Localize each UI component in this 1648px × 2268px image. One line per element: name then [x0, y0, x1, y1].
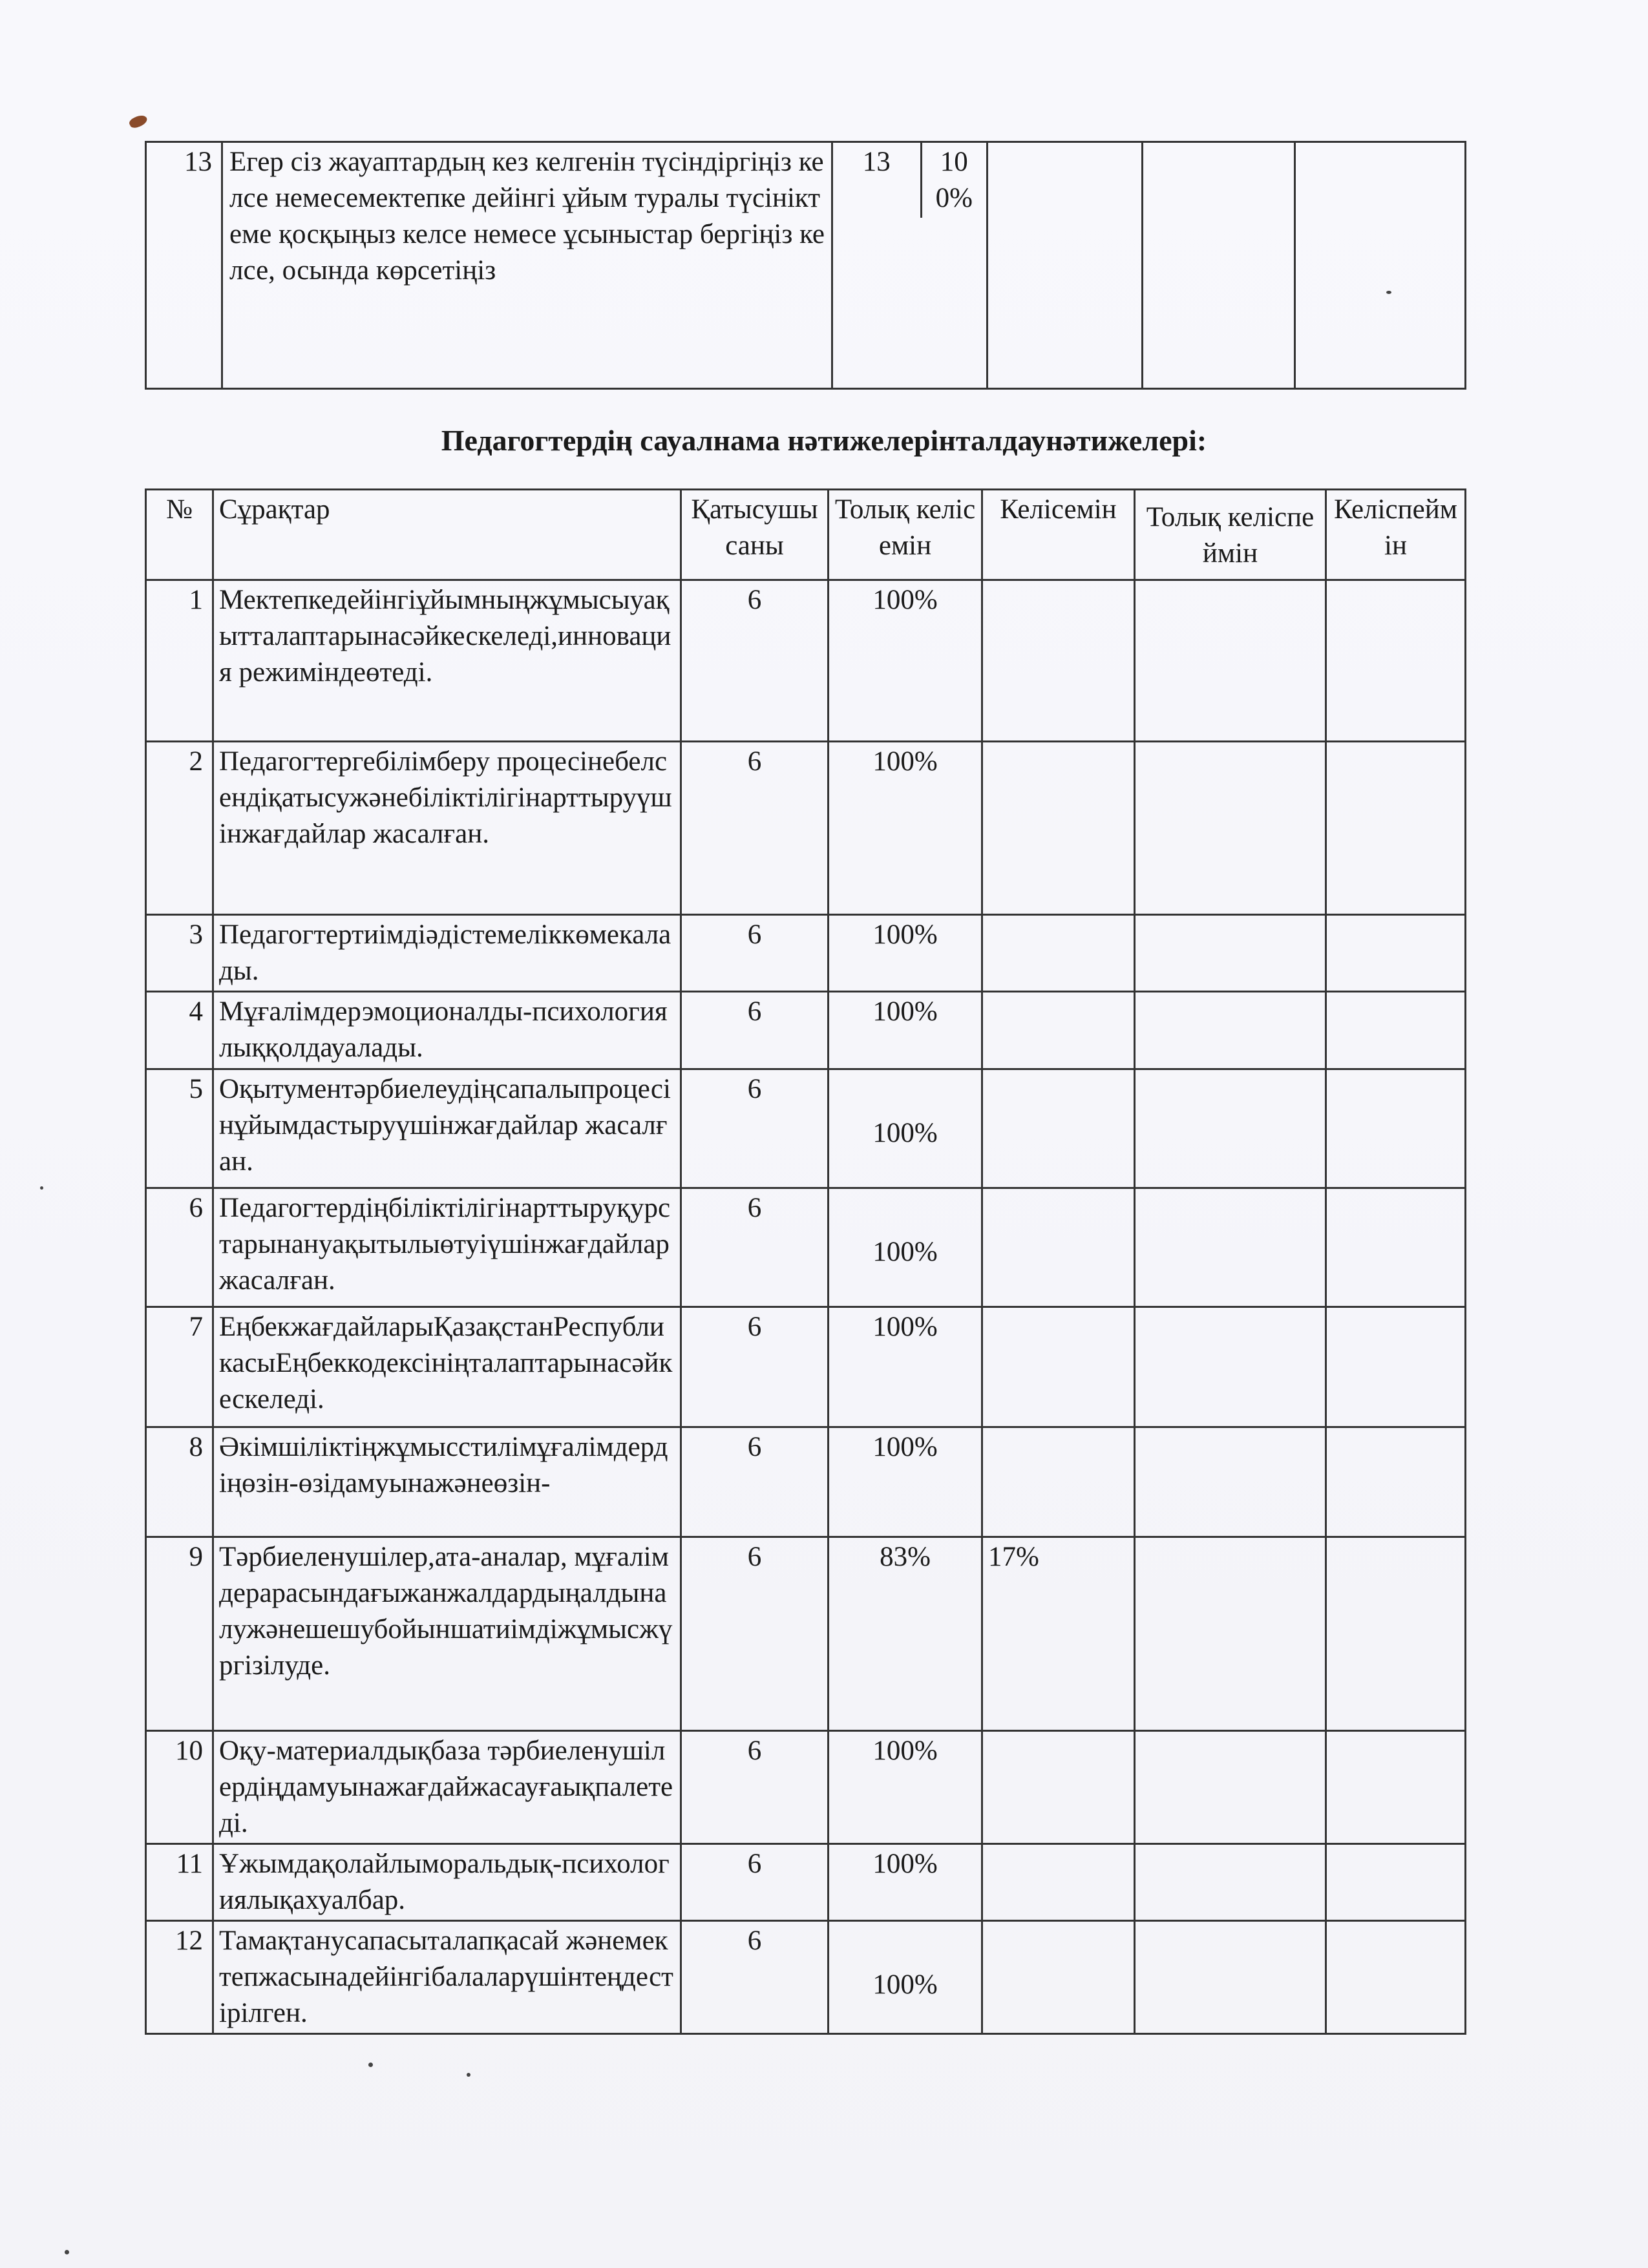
full-disagree-value	[1135, 580, 1326, 742]
table-row	[146, 1069, 1466, 1188]
table-row	[146, 1921, 1466, 2034]
agree-value	[982, 992, 1135, 1069]
full-agree-value: 100%	[935, 147, 973, 213]
disagree-value	[1326, 742, 1466, 915]
disagree-value	[1326, 1188, 1466, 1307]
header-agree: Келісемін	[982, 490, 1135, 580]
question-text: Егер сіз жауаптардың кез келгенін түсіндіргіңіз келсе немесемектепке дейінгі ұйым туралы түсініктеме қосқыңыз келсе немесе ұсыныстар бергіңіз келсе, осында көрсетіңіз	[222, 142, 832, 389]
question-text: Мектепкедейінгіұйымныңжұмысыуақытталаптарынасәйкескеледі,инновация режиміндеөтеді.	[213, 580, 681, 742]
participant-count: 6	[681, 915, 829, 992]
disagree-value	[1295, 142, 1466, 389]
agree-value	[988, 142, 1143, 389]
disagree-value	[1326, 992, 1466, 1069]
full-agree-value: 100%	[829, 915, 982, 992]
participant-count: 6	[681, 580, 829, 742]
full-agree-value: 100%	[829, 1731, 982, 1844]
full-disagree-value	[1135, 742, 1326, 915]
full-agree-value: 100%	[829, 1069, 982, 1188]
header-row	[146, 490, 1466, 580]
agree-value	[982, 1307, 1135, 1427]
scan-speck	[65, 2250, 69, 2254]
header-questions: Сұрақтар	[213, 490, 681, 580]
header-disagree: Келіспеймін	[1326, 490, 1466, 580]
agree-value	[982, 742, 1135, 915]
participant-count: 6	[681, 742, 829, 915]
disagree-value	[1326, 1844, 1466, 1921]
scan-speck	[40, 1186, 43, 1190]
full-agree-value: 100%	[829, 1921, 982, 2034]
full-disagree-value	[1135, 1731, 1326, 1844]
question-text: Тәрбиеленушілер,ата-аналар, мұғалімдерарасындағыжанжалдардыңалдыналужәнешешубойыншатиімдіжұмысжүргізілуде.	[213, 1537, 681, 1731]
table-row	[146, 580, 1466, 742]
row-number: 3	[146, 915, 213, 992]
row-number: 6	[146, 1188, 213, 1307]
question-text: Оқу-материалдықбаза тәрбиеленушілердіңдамуынажағдайжасауғаықпалетеді.	[213, 1731, 681, 1844]
row-number: 1	[146, 580, 213, 742]
disagree-value	[1326, 915, 1466, 992]
full-disagree-value	[1143, 142, 1295, 389]
table-row	[146, 915, 1466, 992]
agree-value	[982, 1731, 1135, 1844]
agree-value	[982, 1427, 1135, 1537]
agree-value	[982, 1921, 1135, 2034]
agree-value	[982, 1188, 1135, 1307]
full-agree-value: 83%	[829, 1537, 982, 1731]
table-row	[146, 142, 1466, 389]
agree-value	[982, 1069, 1135, 1188]
row-number: 9	[146, 1537, 213, 1731]
row-number: 11	[146, 1844, 213, 1921]
question-text: Әкімшіліктіңжұмысстилімұғалімдердіңөзін-өзідамуынажәнеөзін-	[213, 1427, 681, 1537]
participant-count: 13	[833, 143, 921, 218]
question-text: Педагогтердіңбіліктілігінарттыруқурстарынануақытылыөтуіүшінжағдайларжасалған.	[213, 1188, 681, 1307]
row-number: 10	[146, 1731, 213, 1844]
full-disagree-value	[1135, 1844, 1326, 1921]
agree-value	[982, 915, 1135, 992]
row-number: 4	[146, 992, 213, 1069]
header-participant-count: Қатысушы саны	[681, 490, 829, 580]
full-disagree-value	[1135, 1427, 1326, 1537]
table-row	[146, 992, 1466, 1069]
full-disagree-value	[1135, 1188, 1326, 1307]
full-agree-value: 100%	[829, 992, 982, 1069]
ink-mark	[128, 113, 149, 130]
full-agree-value: 100%	[829, 1188, 982, 1307]
question-text: Педагогтертиімдіәдістемеліккөмекалады.	[213, 915, 681, 992]
row-number: 5	[146, 1069, 213, 1188]
table-row	[146, 1537, 1466, 1731]
full-agree-value: 100%	[829, 580, 982, 742]
header-full-disagree: Толық келіспеймін	[1135, 490, 1326, 580]
agree-value: 17%	[982, 1537, 1135, 1731]
full-agree-value: 100%	[829, 1427, 982, 1537]
participant-count: 6	[681, 1188, 829, 1307]
full-agree-value: 100%	[829, 742, 982, 915]
participant-count: 6	[681, 992, 829, 1069]
full-disagree-value	[1135, 915, 1326, 992]
row-number: 8	[146, 1427, 213, 1537]
agree-value	[982, 580, 1135, 742]
row-number: 2	[146, 742, 213, 915]
table-row	[146, 1427, 1466, 1537]
row-number: 12	[146, 1921, 213, 2034]
participant-count: 6	[681, 1069, 829, 1188]
full-agree-value: 100%	[829, 1844, 982, 1921]
participant-count: 6	[681, 1537, 829, 1731]
table-row	[146, 1307, 1466, 1427]
scan-speck	[467, 2073, 470, 2077]
question-text: Педагогтергебілімберу процесінебелсендіқатысужәнебіліктілігінарттыруүшінжағдайлар жасалған.	[213, 742, 681, 915]
participant-count: 6	[681, 1427, 829, 1537]
scan-speck	[1386, 291, 1391, 294]
scan-speck	[368, 2063, 373, 2067]
row-number: 13	[146, 142, 222, 389]
agree-value	[982, 1844, 1135, 1921]
header-number: №	[146, 490, 213, 580]
full-agree-value: 100%	[829, 1307, 982, 1427]
question-text: Мұғалімдерэмоционалды-психологиялыққолдауалады.	[213, 992, 681, 1069]
disagree-value	[1326, 1427, 1466, 1537]
question-text: ЕңбекжағдайларыҚазақстанРеспубликасыЕңбеккодексініңталаптарынасәйкескеледі.	[213, 1307, 681, 1427]
results-table	[145, 488, 1466, 2035]
full-disagree-value	[1135, 1069, 1326, 1188]
disagree-value	[1326, 1537, 1466, 1731]
full-disagree-value	[1135, 1537, 1326, 1731]
full-disagree-value	[1135, 1921, 1326, 2034]
disagree-value	[1326, 1069, 1466, 1188]
row-number: 7	[146, 1307, 213, 1427]
question-text: Ұжымдақолайлыморальдық-психологиялықахуалбар.	[213, 1844, 681, 1921]
table-row	[146, 742, 1466, 915]
participant-count: 6	[681, 1921, 829, 2034]
disagree-value	[1326, 580, 1466, 742]
participant-count: 6	[681, 1307, 829, 1427]
disagree-value	[1326, 1731, 1466, 1844]
participant-count: 6	[681, 1844, 829, 1921]
disagree-value	[1326, 1307, 1466, 1427]
full-disagree-value	[1135, 1307, 1326, 1427]
participant-count: 6	[681, 1731, 829, 1844]
question-text: Тамақтанусапасыталапқасай жәнемектепжасынадейінгібалаларүшінтеңдестірілген.	[213, 1921, 681, 2034]
full-disagree-value	[1135, 992, 1326, 1069]
header-full-agree: Толық келісемін	[829, 490, 982, 580]
table-row	[146, 1844, 1466, 1921]
table-row	[146, 1188, 1466, 1307]
section-heading: Педагогтердің сауалнама нәтижелерінталдаунәтижелері:	[441, 424, 1207, 457]
disagree-value	[1326, 1921, 1466, 2034]
table-row	[146, 1731, 1466, 1844]
question-text: Оқытументәрбиелеудіңсапалыпроцесінұйымдастыруүшінжағдайлар жасалған.	[213, 1069, 681, 1188]
top-table	[145, 141, 1466, 390]
